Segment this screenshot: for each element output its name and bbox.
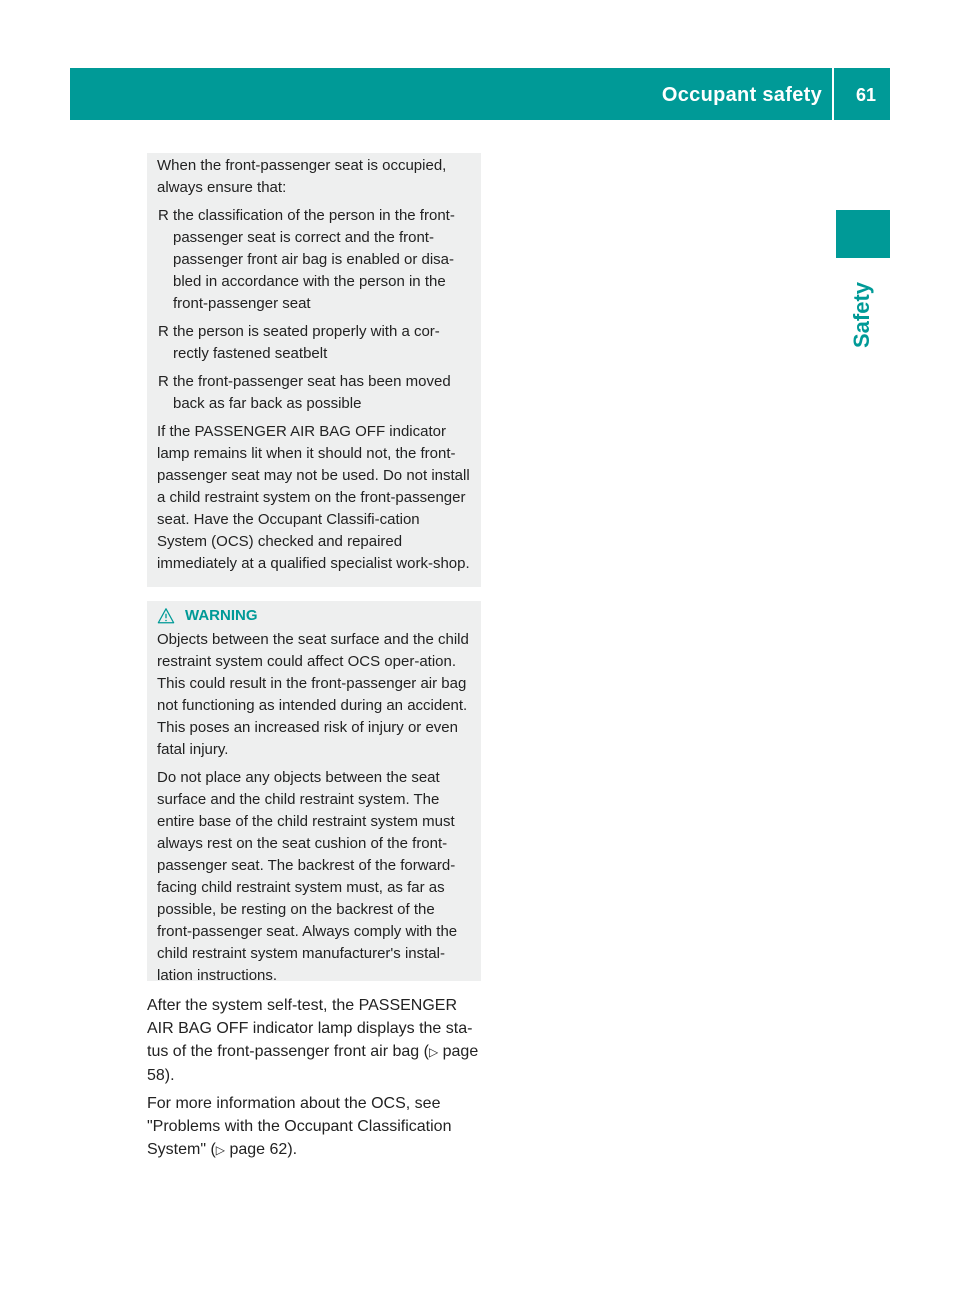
info-box	[147, 153, 481, 587]
bullet-text: the front-passenger seat has been moved back as far back as possible	[173, 373, 451, 412]
page-ref-link[interactable]: page 62	[229, 1141, 288, 1158]
bullet-text: the person is seated properly with a cor-rectly fastened seatbelt	[173, 323, 440, 362]
info-closing: If the PASSENGER AIR BAG OFF indicator lamp remains lit when it should not, the front-passenger seat may not be used. Do not install a child restraint system on the front-passenger seat. Have the Occupant Classifi-cation System (OCS) checked and repaired immediately at a qualified specialist work-shop.	[157, 423, 470, 572]
ocs-end: ).	[287, 1141, 298, 1158]
bullet-mark: R	[158, 373, 169, 390]
body-text	[147, 994, 487, 1167]
page-ref-arrow-icon: ▷	[215, 1143, 226, 1157]
warning-paragraph: Do not place any objects between the seat surface and the child restraint system. The entire base of the child restraint system must always rest on the seat cushion of the front-passenger seat. The backrest of the forward-facing child restraint system must, as far as possible, be resting on the backrest of the front-passenger seat. Always comply with the child restraint system manufacturer's instal-lation instructions.	[157, 769, 458, 984]
header-bar	[70, 68, 890, 120]
page-ref-arrow-icon: ▷	[428, 1045, 439, 1059]
page-ref-link[interactable]: page 58	[147, 1043, 479, 1084]
status-end: ).	[164, 1067, 175, 1084]
warning-heading	[157, 605, 473, 627]
warning-box	[147, 601, 481, 984]
status-text: After the system self-test, the PASSENGER AIR BAG OFF indicator lamp displays the sta-tus of the front-passenger front air bag (	[147, 997, 473, 1060]
chapter-label: Safety	[849, 281, 874, 348]
header-divider	[832, 68, 834, 120]
status-paragraph	[147, 994, 487, 1087]
warning-triangle-icon	[157, 607, 175, 625]
warning-paragraph: Objects between the seat surface and the child restraint system could affect OCS oper-ation. This could result in the front-passenger air bag not functioning as intended during an accident. This poses an increased risk of injury or even fatal injury.	[157, 631, 469, 758]
ocs-text: For more information about the OCS, see "Problems with the Occupant Classification System" (	[147, 1095, 452, 1158]
page-number: 61	[855, 85, 876, 105]
bullet-mark: R	[158, 323, 169, 340]
chapter-tab	[836, 210, 890, 258]
bullet-item	[157, 371, 473, 415]
bullet-item	[157, 205, 473, 315]
section-title: Occupant safety	[661, 84, 822, 106]
bullet-text: the classification of the person in the front-passenger seat is correct and the front-passenger front air bag is enabled or disa-bled in accordance with the person in the front-passenger seat	[173, 207, 455, 312]
warning-label: WARNING	[185, 607, 258, 624]
info-intro: When the front-passenger seat is occupied, always ensure that:	[157, 157, 447, 196]
ocs-paragraph	[147, 1092, 487, 1162]
bullet-item	[157, 321, 473, 365]
bullet-mark: R	[158, 207, 169, 224]
